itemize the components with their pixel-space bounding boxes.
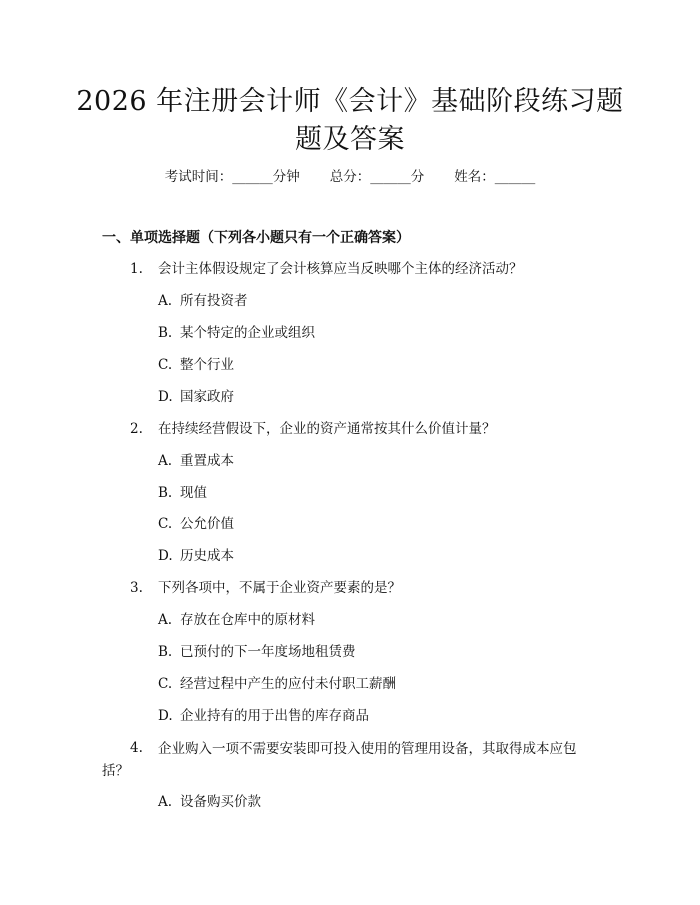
- option-text: 重置成本: [180, 453, 234, 469]
- question-3-option-b: [158, 642, 356, 662]
- question-number: 4.: [130, 740, 143, 756]
- question-text: 企业购入一项不需要安装即可投入使用的管理用设备，其取得成本应包括？: [102, 741, 577, 779]
- question-2-option-d: [158, 546, 234, 566]
- option-letter: D.: [158, 548, 173, 564]
- option-letter: A.: [158, 293, 173, 309]
- option-text: 现值: [180, 485, 207, 501]
- option-letter: C.: [158, 357, 173, 373]
- exam-time-label: 考试时间：______分钟: [164, 169, 300, 185]
- document-title-line-1: 2026 年注册会计师《会计》基础阶段练习题: [76, 86, 624, 117]
- question-2-option-b: [158, 483, 207, 503]
- option-text: 经营过程中产生的应付未付职工薪酬: [180, 676, 396, 692]
- option-text: 整个行业: [180, 357, 234, 373]
- option-letter: C.: [158, 676, 173, 692]
- question-number: 3.: [130, 580, 143, 596]
- question-2-option-c: [158, 514, 234, 534]
- question-3-option-d: [158, 706, 369, 726]
- option-text: 国家政府: [180, 389, 234, 405]
- question-4-option-a: [158, 792, 261, 812]
- option-text: 存放在仓库中的原材料: [180, 612, 315, 628]
- option-letter: A.: [158, 612, 173, 628]
- question-3-option-c: [158, 674, 396, 694]
- option-letter: A.: [158, 794, 173, 810]
- question-number: 1.: [130, 261, 143, 277]
- question-1-option-b: [158, 323, 315, 343]
- question-3-option-a: [158, 610, 315, 630]
- question-text: 会计主体假设规定了会计核算应当反映哪个主体的经济活动？: [158, 261, 523, 277]
- option-text: 某个特定的企业或组织: [180, 325, 315, 341]
- option-letter: B.: [158, 644, 173, 660]
- option-letter: C.: [158, 516, 173, 532]
- question-1-option-c: [158, 355, 234, 375]
- option-letter: D.: [158, 389, 173, 405]
- option-text: 公允价值: [180, 516, 234, 532]
- option-letter: B.: [158, 485, 173, 501]
- option-letter: D.: [158, 708, 173, 724]
- section-heading: 一、单项选择题（下列各小题只有一个正确答案）: [102, 230, 410, 246]
- question-text: 下列各项中，不属于企业资产要素的是？: [158, 580, 401, 596]
- option-text: 历史成本: [180, 548, 234, 564]
- document-title-line-2: 题及答案: [295, 124, 405, 155]
- option-text: 企业持有的用于出售的库存商品: [180, 708, 369, 724]
- question-number: 2.: [130, 421, 143, 437]
- exam-info-line: [0, 167, 700, 187]
- option-letter: A.: [158, 453, 173, 469]
- total-score-label: 总分：______分: [329, 169, 425, 185]
- option-letter: B.: [158, 325, 173, 341]
- name-label: 姓名：______: [454, 169, 536, 185]
- question-1-option-d: [158, 387, 234, 407]
- question-text: 在持续经营假设下，企业的资产通常按其什么价值计量？: [158, 421, 496, 437]
- question-2-option-a: [158, 451, 234, 471]
- option-text: 设备购买价款: [180, 794, 261, 810]
- question-1-option-a: [158, 291, 248, 311]
- option-text: 所有投资者: [180, 293, 248, 309]
- option-text: 已预付的下一年度场地租赁费: [180, 644, 356, 660]
